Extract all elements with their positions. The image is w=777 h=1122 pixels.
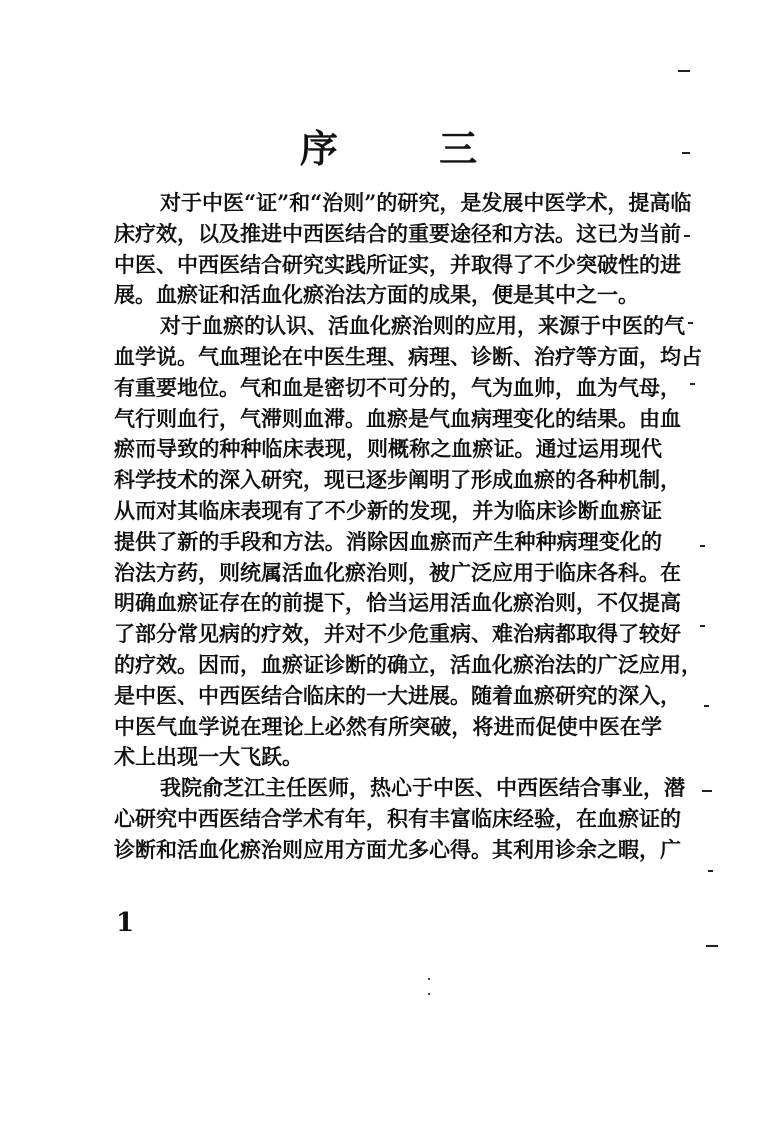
scan-dot — [428, 993, 430, 995]
scan-mark — [706, 945, 718, 947]
text-line: 中医、中西医结合研究实践所证实，并取得了不少突破性的进 — [114, 251, 681, 277]
page-number: 1 — [116, 908, 135, 938]
text-line: 从而对其临床表现有了不少新的发现，并为临床诊断血瘀证 — [114, 497, 662, 523]
scan-mark — [700, 625, 705, 627]
text-line: 明确血瘀证存在的前提下，恰当运用活血化瘀治则，不仅提高 — [114, 590, 681, 616]
text-line: 心研究中西医结合学术有年，积有丰富临床经验，在血瘀证的 — [114, 805, 681, 831]
page-title: 序 三 — [299, 126, 522, 171]
text-line: 有重要地位。气和血是密切不可分的，气为血帅，血为气母， — [114, 374, 681, 400]
text-line: 提供了新的手段和方法。消除因血瘀而产生种种病理变化的 — [114, 528, 662, 554]
scan-mark — [682, 152, 690, 154]
body-text — [114, 188, 702, 866]
scan-mark — [708, 870, 713, 872]
scan-mark — [704, 705, 709, 707]
scan-mark — [684, 235, 690, 237]
text-line: 对于中医“证”和“治则”的研究，是发展中医学术，提高临 — [160, 190, 692, 215]
scan-mark — [678, 70, 690, 72]
text-line: 对于血瘀的认识、活血化瘀治则的应用，来源于中医的气 — [160, 313, 685, 339]
text-line: 展。血瘀证和活血化瘀治法方面的成果，便是其中之一。 — [114, 282, 639, 308]
text-line: 是中医、中西医结合临床的一大进展。随着血瘀研究的深入， — [114, 682, 681, 708]
text-line: 了部分常见病的疗效，并对不少危重病、难治病都取得了较好 — [114, 621, 681, 647]
scan-mark — [690, 383, 695, 385]
text-line: 血学说。气血理论在中医生理、病理、诊断、治疗等方面，均占 — [114, 343, 702, 369]
scan-mark — [702, 790, 712, 792]
scan-mark — [700, 545, 705, 547]
text-line: 的疗效。因而，血瘀证诊断的确立，活血化瘀治法的广泛应用， — [114, 651, 702, 677]
text-line: 诊断和活血化瘀治则应用方面尤多心得。其利用诊余之暇，广 — [114, 836, 681, 862]
text-line: 床疗效，以及推进中西医结合的重要途径和方法。这已为当前 — [114, 220, 681, 246]
scan-mark — [688, 322, 693, 324]
text-line: 瘀而导致的种种临床表现，则概称之血瘀证。通过运用现代 — [114, 436, 662, 462]
text-line: 治法方药，则统属活血化瘀治则，被广泛应用于临床各科。在 — [114, 559, 681, 585]
scan-dot — [428, 978, 430, 980]
text-line: 气行则血行，气滞则血滞。血瘀是气血病理变化的结果。由血 — [114, 405, 681, 431]
text-line: 术上出现一大飞跃。 — [114, 744, 303, 770]
text-line: 我院俞芝江主任医师，热心于中医、中西医结合事业，潜 — [160, 775, 685, 801]
text-line: 中医气血学说在理论上必然有所突破，将进而促使中医在学 — [114, 713, 662, 739]
text-line: 科学技术的深入研究，现已逐步阐明了形成血瘀的各种机制， — [114, 467, 681, 493]
